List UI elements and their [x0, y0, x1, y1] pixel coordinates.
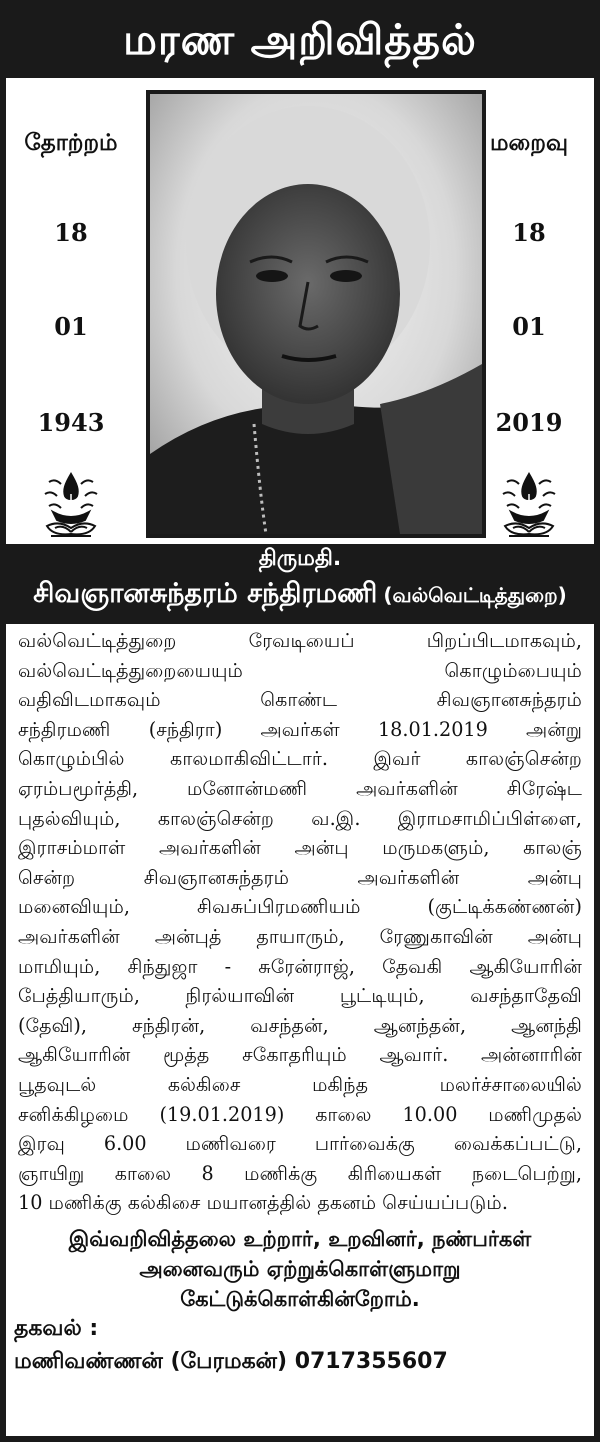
deceased-name: சிவஞானசுந்தரம் சந்திரமணி	[33, 578, 378, 609]
death-year: 2019	[495, 408, 563, 437]
body-line: பேத்தியாரும், நிரல்யாவின் பூட்டியும், வசந்தாதேவி	[18, 984, 582, 1008]
oil-lamp-icon	[497, 468, 561, 542]
portrait-photo	[146, 90, 486, 538]
body-line: புதல்வியும், காலஞ்சென்ற வ.இ. இராமசாமிப்பிள்ளை,	[18, 806, 582, 830]
body-line: வல்வெட்டித்துறையையும் கொழும்பையும்	[18, 658, 582, 682]
body-line: இராசம்மாள் அவர்களின் அன்பு மருமகளும், காலஞ்	[18, 836, 582, 860]
death-day: 18	[512, 218, 546, 247]
body-line: இரவு 6.00 மணிவரை பார்வைக்கு வைக்கப்பட்டு,	[18, 1132, 582, 1156]
body-line: சந்திரமணி (சந்திரா) அவர்கள் 18.01.2019 அன்று	[18, 717, 582, 741]
contact-label: தகவல் :	[14, 1315, 99, 1341]
death-label: மறைவு	[490, 130, 568, 156]
body-line: மனைவியும், சிவசுப்பிரமணியம் (குட்டிக்கண்ணன்)	[18, 895, 582, 919]
page-title: மரண அறிவித்தல்	[6, 6, 594, 78]
name-banner	[6, 544, 594, 624]
notice-body	[6, 624, 594, 1218]
honorific: திருமதி.	[258, 546, 342, 571]
closing-line: கேட்டுக்கொள்கின்றோம்.	[180, 1286, 420, 1311]
body-line: சென்ற சிவஞானசுந்தரம் அவர்களின் அன்பு	[18, 865, 582, 889]
body-line: ஆகியோரின் மூத்த சகோதரியும் ஆவார். அன்னாரின்	[18, 1043, 582, 1067]
oil-lamp-icon	[39, 468, 103, 542]
body-line: வல்வெட்டித்துறை ரேவடியைப் பிறப்பிடமாகவும்,	[18, 629, 582, 652]
contact-info	[6, 1314, 594, 1380]
closing-line: அனைவரும் ஏற்றுக்கொள்ளுமாறு	[139, 1256, 461, 1281]
body-line: சனிக்கிழமை (19.01.2019) காலை 10.00 மணிமுதல்	[18, 1102, 582, 1126]
body-line: ஏரம்பமூர்த்தி, மனோன்மணி அவர்களின் சிரேஷ்ட	[18, 776, 582, 800]
top-section	[6, 78, 594, 544]
body-line: 10 மணிக்கு கல்கிசை மயானத்தில் தகனம் செய்யப்படும்.	[18, 1191, 508, 1215]
death-column	[464, 78, 594, 544]
birth-label: தோற்றம்	[24, 130, 118, 156]
body-line: அவர்களின் அன்புத் தாயாரும், ரேணுகாவின் அன்பு	[18, 924, 582, 948]
portrait-image	[150, 94, 482, 534]
contact-value: மணிவண்ணன் (பேரமகன்) 0717355607	[14, 1348, 448, 1374]
death-month: 01	[512, 312, 546, 341]
birth-day: 18	[54, 218, 88, 247]
body-line: வதிவிடமாகவும் கொண்ட சிவஞானசுந்தரம்	[18, 688, 582, 712]
body-line: ஞாயிறு காலை 8 மணிக்கு கிரியைகள் நடைபெற்று,	[18, 1161, 582, 1185]
closing-request	[6, 1224, 594, 1314]
body-line: மாமியும், சிந்துஜா - சுரேன்ராஜ், தேவகி ஆகியோரின்	[18, 954, 582, 978]
birth-column	[6, 78, 136, 544]
birth-month: 01	[54, 312, 88, 341]
deceased-place: (வல்வெட்டித்துறை)	[383, 583, 567, 607]
birth-year: 1943	[37, 408, 105, 437]
body-line: பூதவுடல் கல்கிசை மகிந்த மலர்ச்சாலையில்	[18, 1072, 582, 1096]
body-line: கொழும்பில் காலமாகிவிட்டார். இவர் காலஞ்சென்ற	[18, 747, 582, 771]
closing-line: இவ்வறிவித்தலை உற்றார், உறவினர், நண்பர்கள்	[68, 1226, 532, 1251]
body-line: (தேவி), சந்திரன், வசந்தன், ஆனந்தன், ஆனந்தி	[18, 1013, 582, 1037]
deceased-name-line	[6, 578, 594, 613]
